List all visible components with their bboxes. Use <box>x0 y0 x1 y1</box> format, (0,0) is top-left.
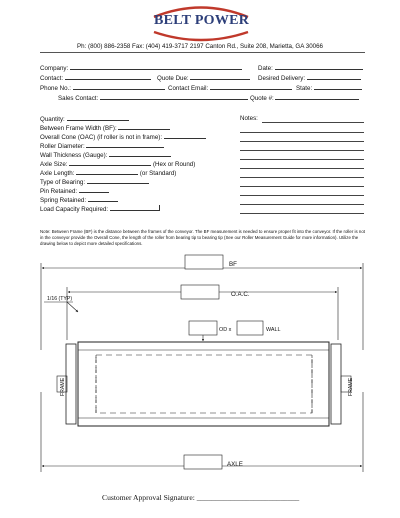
wall-value-box <box>237 321 263 335</box>
sales-contact-label: Sales Contact: <box>58 95 99 102</box>
axle-value-box <box>184 455 222 469</box>
bf-value-box <box>185 255 223 269</box>
frame-left-label: FRAME <box>60 377 66 396</box>
frame-right <box>331 344 341 424</box>
roller-diameter-label: Roller Diameter: <box>40 143 85 150</box>
between-frame-width-label: Between Frame Width (BF): <box>40 125 117 132</box>
contact-label: Contact: <box>40 75 64 82</box>
spring-retained-label: Spring Retained: <box>40 197 87 204</box>
axle-size-hint: (Hex or Round) <box>152 161 196 168</box>
od-value-box <box>189 321 217 335</box>
customer-approval-signature[interactable]: Customer Approval Signature: ___________________________ <box>102 493 300 502</box>
desired-delivery-label: Desired Delivery: <box>258 75 306 82</box>
quote-number-label: Quote #: <box>250 95 274 102</box>
phone-label: Phone No.: <box>40 85 71 92</box>
axle-label: AXLE <box>227 461 243 468</box>
note-paragraph: Note: Between Frame (BF) is the distance between the frames of the conveyor. The BF measurement is needed to ensure proper fit into the conveyor. If the roller is not in the conveyor provide the Overall Cone, the length of the roller from bearing tip to bearing tip (See our Roller Measurement Guide for more information). Utilize the drawing below to depict more detailed specifications. <box>40 229 365 246</box>
frame-right-label: FRAME <box>348 377 354 396</box>
wall-thickness-label: Wall Thickness (Gauge): <box>40 152 108 159</box>
axle-length-label: Axle Length: <box>40 170 75 177</box>
date-label: Date: <box>258 65 273 72</box>
overall-cone-label: Overall Cone (OAC) (if roller is not in frame): <box>40 134 163 141</box>
quote-due-label: Quote Due: <box>157 75 189 82</box>
axle-size-label: Axle Size: <box>40 161 68 168</box>
typ-arrow <box>67 302 78 312</box>
bf-label: BF <box>229 261 237 268</box>
notes-label: Notes: <box>240 115 258 122</box>
contact-line: Ph: (800) 886-2358 Fax: (404) 419-3717 2197 Canton Rd., Suite 208, Marietta, GA 30066 <box>77 43 323 50</box>
typ-label: 1/16 (TYP) <box>47 296 73 302</box>
wall-label: WALL <box>266 327 281 333</box>
load-capacity-label: Load Capacity Required: <box>40 206 109 213</box>
company-name: BELT POWER <box>154 13 250 28</box>
frame-left <box>66 344 76 424</box>
company-label: Company: <box>40 65 69 72</box>
contact-email-label: Contact Email: <box>168 85 209 92</box>
axle-hidden-outline <box>96 355 312 413</box>
oac-label: O.A.C. <box>231 291 250 298</box>
oac-value-box <box>181 285 219 299</box>
axle-length-hint: (or Standard) <box>139 170 177 177</box>
quantity-label: Quantity: <box>40 116 65 123</box>
state-label: State: <box>296 85 313 92</box>
roller-body <box>78 342 329 426</box>
pin-retained-label: Pin Retained: <box>40 188 78 195</box>
type-of-bearing-label: Type of Bearing: <box>40 179 86 186</box>
od-label: OD x <box>219 327 232 333</box>
